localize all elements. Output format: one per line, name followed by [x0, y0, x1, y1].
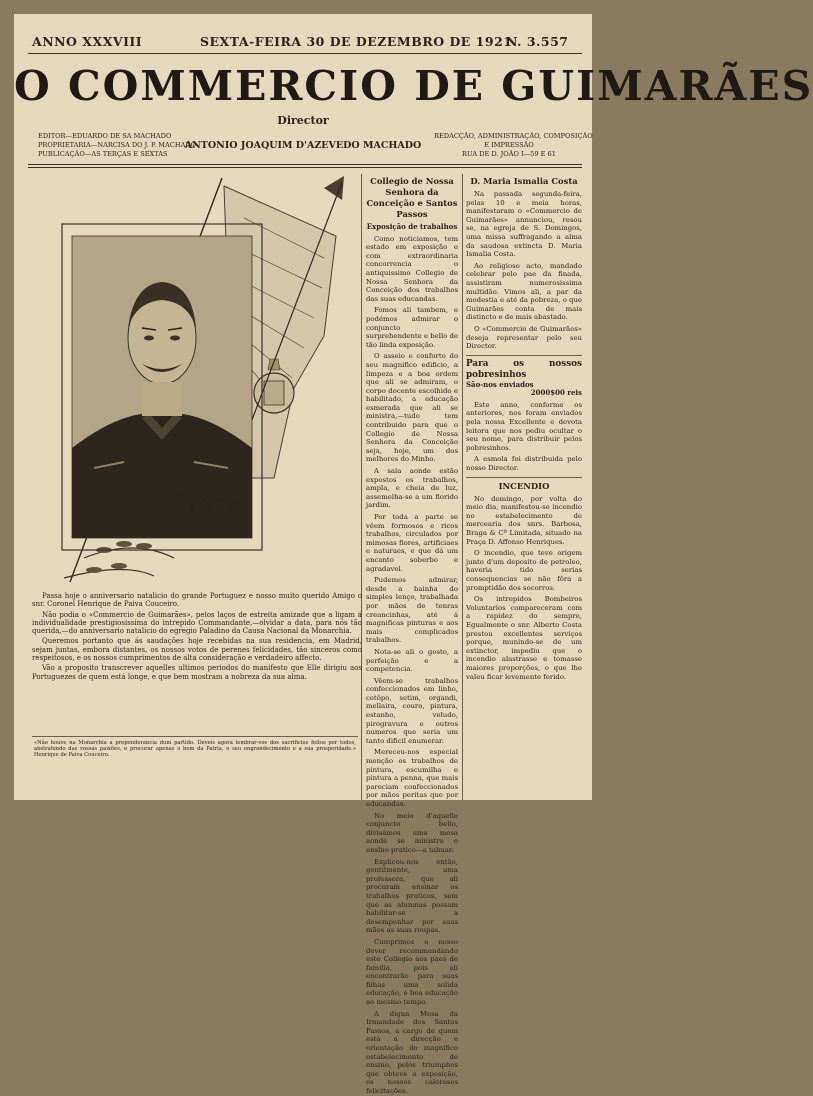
portrait-illustration [24, 178, 360, 588]
charity-amount: 2000$00 reis [530, 388, 582, 398]
top-rule [28, 53, 582, 54]
collegio-paragraph: No meio d'aquelle conjuncto bello, divisámos uma mesa aonde se ministra o ensino pratico—a tabuar. [366, 811, 458, 854]
footnote: «Não houve na Monarchia a preponderancia dum partido. Deveis agora lembrar-vos dos sacrificios feitos por todos, abstrahindo das vossas paixões, e procurar apenas o bem da Patria, o seu engrandecimento e a sua prosperidade.» Henrique de Paiva Couceiro. [34, 740, 356, 759]
fire-paragraph: No domingo, por volta do meio dia, manifestou-se incendio no estabelecimento de mercearia dos snrs. Barbosa, Braga & Cª Limitada, situado na Praça D. Affonso Henriques. [466, 494, 582, 546]
column-divider-1 [361, 174, 362, 800]
collegio-paragraph: Fomos ali tambem, e podémos admirar o conjuncto surprehendente e bello de tão linda exposição. [366, 306, 458, 349]
office-line-3: RUA DE D. JOÃO I—59 E 61 [462, 150, 556, 158]
collegio-paragraph: O asseio e conforto do seu magnifico edificio, a limpeza e a boa ordem que ali se admiram, o corpo docente escolhido e habilitado, a educação esmerada que ali se ministra,—tudo tem contribuido para que o Collegio de Nossa Senhora da Conceição seja, hoje, um dos melhores do Minho. [366, 352, 458, 464]
director-label: Director [277, 114, 329, 127]
caption-paragraph: Vão a proposito transcrever aquelles ultimos periodos do manifesto que Elle dirigiu aos Portuguezes de quem está longe, e que bem mostram a nobreza da sua alma. [32, 664, 362, 681]
obituary-paragraph: Na passada segunda-feira, pelas 10 e meia horas, manifestaram o «Commercio de Guimarães» annunciou, resou se, na egreja de S. Domingos, uma missa suffragando a alma da saudosa extincta D. Maria Ismalia Costa. [466, 190, 582, 259]
caption-paragraph: Passa hoje o anniversario natalicio do grande Portuguez e nosso muito querido Amigo o snr. Coronel Henrique de Paiva Couceiro. [32, 592, 362, 609]
fire-paragraph: O incendio, que teve origem junto d'um deposito de petroleo, haveria tido serias consequencias se não fôra a promptidão dos socorros. [466, 549, 582, 592]
collegio-article [366, 176, 458, 1095]
column-divider-2 [462, 174, 463, 800]
masthead-bottom-rule [28, 164, 582, 165]
collegio-paragraph: Por toda a parte se vêem formosos e ricos trabalhos, circulados por mimosas flores, artificiaes e naturaes, e que dá um encanto soberbo e agradavel. [366, 513, 458, 573]
fire-title: INCENDIO [498, 480, 550, 491]
office-line-2: E IMPRESSÃO [484, 141, 534, 149]
caption-paragraph: Queremos portanto que ás saudações hoje recebidas na sua residencia, em Madrid, sejam juntas, embora distantes, os nossos votos de perenes felicidades, tão sinceros como respeitosos, e os nossos cumprimentos de alta consideração e verdadeiro affecto. [32, 637, 362, 663]
collegio-paragraph: Explicou-nos então, gentilmente, uma professora, que ali procuram ensinar os trabalhos praticos, sem que as alumnas possam habilitar-se a desempenhar por suas mãos as suas roupas. [366, 857, 458, 935]
issue-number: N. 3.557 [506, 34, 569, 49]
right-column [466, 176, 582, 796]
charity-title: Para os nossos pobresinhos [466, 358, 582, 380]
collegio-paragraph: A sala aonde estão expostos os trabalhos, ampla, e cheia de luz, assemelha-se a um florido jardim. [366, 467, 458, 510]
publication-line: PUBLICAÇÃO—AS TERÇAS E SEXTAS [38, 150, 168, 158]
charity-subtitle: São-nos enviados [466, 379, 534, 389]
issue-date: SEXTA-FEIRA 30 DE DEZEMBRO DE 1921 [200, 34, 513, 49]
newspaper-title: O COMMERCIO DE GUIMARÃES [14, 62, 813, 110]
caption-paragraph: Não podia o «Commercio de Guimarães», pelos laços de estreita amizade que a ligam á individualidade prestigiosissima do intrepido Commandante,—olvidar a data, para nós tão querida,—do anniversario natalicio do egregio Paladino da Causa Nacional da Monarchia. [32, 610, 362, 636]
section-rule [466, 355, 582, 356]
newspaper-page [14, 14, 813, 1095]
masthead-bottom-rule-2 [28, 167, 582, 168]
volume-label: ANNO XXXVIII [32, 34, 143, 49]
owner-line: PROPRIETARIA—NARCISA DO J. P. MACHADO [38, 141, 197, 149]
obituary-title: D. Maria Ismalia Costa [470, 176, 578, 186]
collegio-paragraph: Nota-se ali o gosto, a perfeição e a competencia. [366, 647, 458, 674]
director-name: ANTONIO JOAQUIM D'AZEVEDO MACHADO [184, 140, 422, 151]
editor-line: EDITOR—EDUARDO DE SA MACHADO [38, 132, 172, 140]
collegio-paragraph: Pudemos admirar, desde a bainha do simples lenço, trabalhada por mãos de tenras creancinhas, até á magnificas pinturas e aos mais complicados trabalhos. [366, 576, 458, 645]
section-rule [466, 477, 582, 478]
office-line-1: REDACÇÃO, ADMINISTRAÇÃO, COMPOSIÇÃO [434, 132, 593, 140]
collegio-paragraph: A digna Mesa da Irmandade dos Santos Passos, a cargo de quem está a direcção e orientação do magnifico estabelecimento de ensino, pelos triumphos que obteve a exposição, os nossos calorosos felicitações. [366, 1009, 458, 1095]
collegio-subtitle: Exposição de trabalhos [366, 222, 458, 231]
charity-paragraph: Este anno, conforme os anteriores, nos foram enviados pela nossa Excellente e devota leitora que nos pediu ocultar o seu nome, para distribuir pelos pobresinhos. [466, 400, 582, 452]
collegio-paragraph: Cumprimos o nosso dever recommendando este Collegio aos paes de familia, pois ali encontrarão para suas filhas uma solida educação, e boa educação ao mesmo tempo. [366, 937, 458, 1007]
collegio-paragraph: Mereceu-nos especial menção os trabalhos de pintura, escumilha e pintura a penna, que mais pareciam confeccionados por mãos peritas que por educandas. [366, 748, 458, 808]
collegio-title: Collegio de Nossa Senhora da Conceição e Santos Passos [366, 176, 458, 219]
office-info [434, 132, 593, 159]
collegio-paragraph: Como noticiamos, tem estado em exposição e com extraordinaria concorrencia o antiquissimo Collegio de Nossa Senhora da Conceição dos trabalhos das suas educandas. [366, 234, 458, 303]
fire-paragraph: Os intrepidos Bombeiros Voluntarios compareceram com a rapidez do sempre, Egualmente o snr. Alberto Costa prestou excellentes serviços porque, munindo-se de um extinctor, impediu que o incendio alastrasse e tomasse maiores proporções, o que lhe valeu ficar levemente ferido. [466, 595, 582, 681]
obituary-paragraph: O «Commercio de Guimarães» deseja representar pelo seu Director. [466, 324, 582, 351]
collegio-paragraph: Vêem-se trabalhos confeccionados em linho, cetôpo, setim, organdi, mellaira, couro, pintura, estanho, veludo, pirogravura e outros numeros que seria um tanto dificil enumerar. [366, 676, 458, 745]
footnote-rule [32, 736, 358, 737]
obituary-paragraph: Ao religioso acto, mandado celebrar pelo pae da finada, assistiram numerosissima multidão. Vimos ali, a par da modestia e até da pobreza, o que Guimarães conta de mais distincto e de mais abastado. [466, 261, 582, 322]
anniversary-article [32, 592, 362, 683]
charity-paragraph: A esmola foi distribuida pelo nosso Director. [466, 455, 582, 473]
